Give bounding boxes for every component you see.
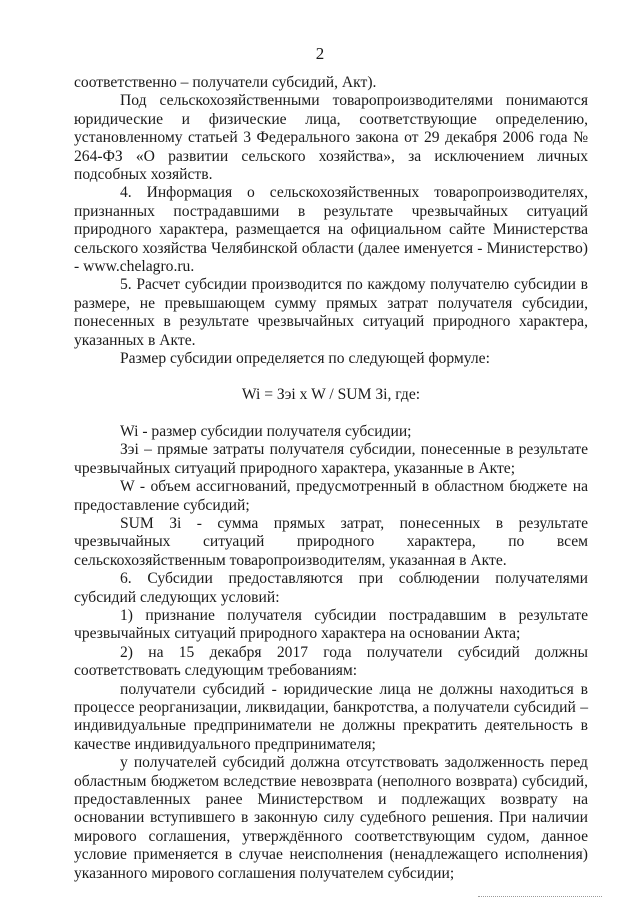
definition-wi: Wi - размер субсидии получателя субсидии; bbox=[120, 422, 412, 440]
definition-zei: Зэi – прямые затраты получателя субсидии, понесенные в результате чрезвычайных ситуаций природного характера, указанные в Акте; bbox=[74, 441, 588, 477]
condition-2-legal-entities: получатели субсидий - юридические лица не должны находиться в процессе реорганизации, ликвидации, банкротства, а получатели субсидий – индивидуальные предприниматели не должны прекратить деятельность в качестве индивидуального предпринимателя; bbox=[74, 680, 588, 753]
definition-w: W - объем ассигнований, предусмотренный в областном бюджете на предоставление субсидий; bbox=[74, 478, 588, 514]
definition-sum-zi: SUM Зi - сумма прямых затрат, понесенных в результате чрезвычайных ситуаций природного характера, по всем сельскохозяйственным товаропроизводителям, указанная в Акте. bbox=[74, 514, 588, 569]
scan-artifact-line bbox=[478, 896, 602, 898]
paragraph-recipients-continuation: соответственно – получатели субсидий, Акт). bbox=[74, 74, 377, 91]
condition-2: 2) на 15 декабря 2017 года получатели субсидий должны соответствовать следующим требованиям: bbox=[74, 643, 588, 680]
condition-2-no-debt: у получателей субсидий должна отсутствовать задолженность перед областным бюджетом вследствие невозврата (неполного возврата) субсидий, предоставленных ранее Министерством и подлежащих возврату на основании вступившего в законную силу судебного решения. При наличии мирового соглашения, утверждённого соответствующим судом, данное условие применяется в случае неисполнения (ненадлежащего исполнения) указанного мирового соглашения получателем субсидии; bbox=[74, 754, 588, 882]
page-number: 2 bbox=[315, 44, 325, 63]
paragraph-5-calculation: 5. Расчет субсидии производится по каждому получателю субсидии в размере, не превышающем сумму прямых затрат получателя субсидии, понесенных в результате чрезвычайных ситуаций природного характера, указанных в Акте. bbox=[74, 276, 588, 349]
condition-1: 1) признание получателя субсидии пострадавшим в результате чрезвычайных ситуаций природного характера на основании Акта; bbox=[74, 606, 588, 643]
paragraph-6-conditions: 6. Субсидии предоставляются при соблюдении получателями субсидий следующих условий: bbox=[74, 570, 588, 606]
document-body bbox=[74, 74, 588, 883]
paragraph-definition-producers: Под сельскохозяйственными товаропроизводителями понимаются юридические и физические лица, соответствующие определению, установленному статьей 3 Федерального закона от 29 декабря 2006 года № 264-ФЗ «О развитии сельского хозяйства», за исключением личных подсобных хозяйств. bbox=[74, 92, 588, 184]
subsidy-formula: Wi = Зэi x W / SUM Зi, где: bbox=[241, 385, 421, 403]
paragraph-formula-intro: Размер субсидии определяется по следующей формуле: bbox=[120, 350, 490, 368]
paragraph-4-information: 4. Информация о сельскохозяйственных товаропроизводителях, признанных пострадавшими в результате чрезвычайных ситуаций природного характера, размещается на официальном сайте Министерства сельского хозяйства Челябинской области (далее именуется - Министерство) - www.chelagro.ru. bbox=[74, 184, 588, 276]
